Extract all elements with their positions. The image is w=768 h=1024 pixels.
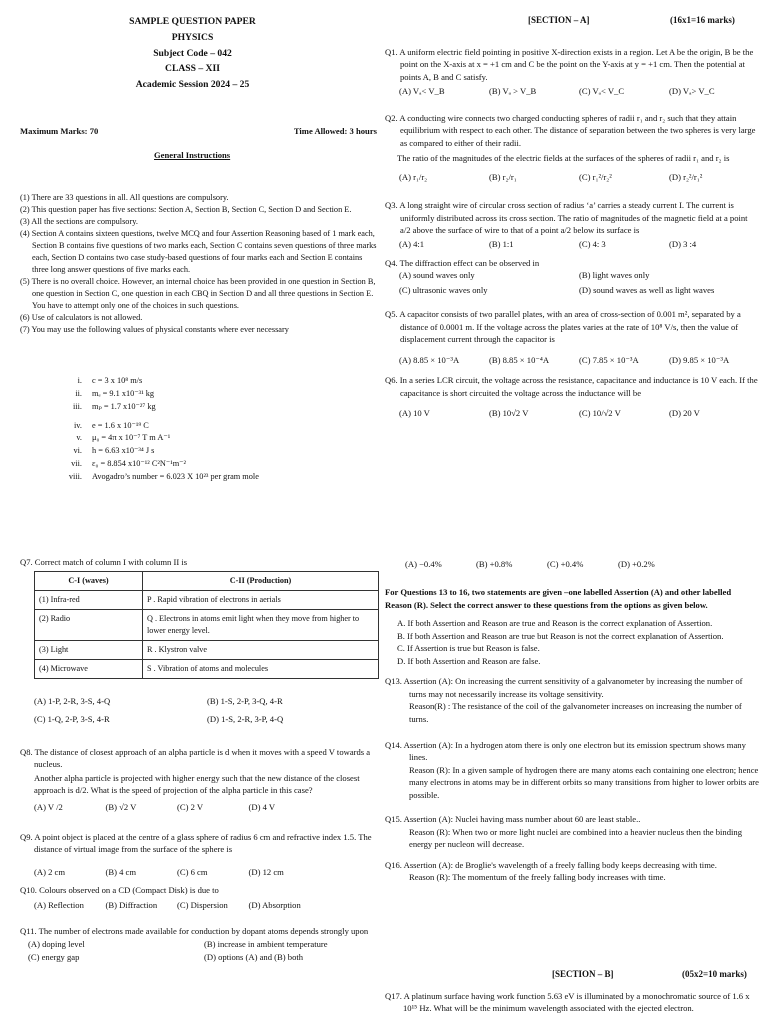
constant-row: iii. mₚ = 1.7 x10⁻²⁷ kg	[73, 401, 156, 411]
q17-text: Q17. A platinum surface having work function 5.63 eV is illuminated by a monochromatic source of 1.6 x 10¹⁵ Hz. What will be the minimum wavelength associated with the ejected electron.	[385, 991, 750, 1014]
option: (B) √2 V	[105, 801, 137, 812]
paper-class: CLASS – XII	[165, 63, 220, 75]
q5-text: Q5. A capacitor consists of two parallel plates, with an area of cross-section of 0.001 m², separated by a distance of 0.0001 m. If the voltage across the plates varies at the rate of 10⁸ V/s, then the value of displacement current through the capacitor is	[385, 309, 741, 345]
question-15	[385, 813, 759, 850]
option: (D) 9.85 × 10⁻³A	[669, 354, 730, 365]
instruction-3: (3) All the sections are compulsory.	[20, 217, 138, 227]
q7-text: Q7. Correct match of column I with column II is	[20, 557, 188, 567]
option: (C) 2 V	[177, 801, 204, 812]
option: (B) 10√2 V	[489, 407, 529, 418]
option: (C) 1-Q, 2-P, 3-S, 4-R	[34, 714, 110, 725]
table-row: (1) Infra-red P . Rapid vibration of electrons in aerials	[35, 591, 379, 610]
option: (D) Vₐ> V_C	[669, 86, 715, 97]
q8-text2: Another alpha particle is projected with higher energy such that the new distance of the closest approach is d/2. What is the speed of projection of the alpha particle in this case?	[34, 772, 360, 796]
ar-option: A. If both Assertion and Reason are true and Reason is the correct explanation of Assertion.	[397, 618, 713, 629]
question-8	[20, 746, 380, 813]
q7-match-table	[34, 571, 379, 678]
section-b-label: [SECTION – B]	[552, 969, 614, 979]
option: (D) +0.2%	[618, 559, 655, 569]
instruction-7: (7) You may use the following values of physical constants where ever necessary	[20, 325, 289, 335]
constant-row: vi. h = 6.63 x10⁻³⁴ J s	[73, 446, 155, 456]
option: (C) r₁²/r₂²	[579, 171, 612, 182]
option: (C) +0.4%	[547, 559, 584, 569]
q9-text: Q9. A point object is placed at the centre of a glass sphere of radius 6 cm and refractive index 1.5. The distance of virtual image from the surface of the sphere is	[20, 831, 372, 855]
option: (D) 4 V	[248, 801, 276, 812]
option: (C) 7.85 × 10⁻³A	[579, 354, 639, 365]
q10-options	[34, 899, 320, 911]
instruction-2: (2) This question paper has five sections: Section A, Section B, Section C, Section D and Section E.	[20, 205, 352, 215]
option: (B) 1:1	[489, 239, 514, 250]
option: (D) sound waves as well as light waves	[579, 284, 715, 295]
option: (B) +0.8%	[476, 559, 513, 569]
option: (A) doping level	[28, 938, 85, 949]
option: (A) 8.85 × 10⁻³A	[399, 354, 460, 365]
q15-assertion: Q15. Assertion (A): Nuclei having mass number about 60 are least stable..	[385, 814, 641, 825]
question-14	[385, 739, 759, 801]
q11-options	[28, 938, 380, 964]
question-10	[20, 884, 380, 911]
ar-option: C. If Assertion is true but Reason is false.	[397, 643, 540, 654]
constant-row: viii. Avogadro’s number = 6.023 X 10²³ per gram mole	[68, 472, 259, 482]
q1-text: Q1. A uniform electric field pointing in positive X-direction exists in a region. Let A be the origin, B be the point on the X-axis at x = +1 cm and C be the point on the Y-axis at y = +1 cm. Then the potential at points A, B and C satisfy.	[385, 47, 754, 82]
q11-text: Q11. The number of electrons made available for conduction by dopant atoms depends strongly upon	[20, 926, 369, 937]
option: (C) 4: 3	[579, 239, 606, 250]
option: (B) 8.85 × 10⁻⁴A	[489, 354, 550, 365]
q1-options	[399, 85, 759, 97]
paper-title: SAMPLE QUESTION PAPER	[129, 16, 256, 27]
question-16	[385, 859, 759, 884]
ar-option: D. If both Assertion and Reason are false.	[397, 655, 541, 666]
question-2	[385, 112, 759, 183]
q12-options	[405, 558, 689, 570]
option: (D) options (A) and (B) both	[204, 952, 304, 963]
option: (C) Dispersion	[177, 899, 228, 910]
q6-text: Q6. In a series LCR circuit, the voltage across the resistance, capacitance and inductance is 10 V each. If the capacitance is short circuited the voltage across the inductance will be	[385, 375, 758, 398]
question-1	[385, 46, 759, 98]
q13-reason: Reason(R) : The resistance of the coil of the galvanometer increases on increasing the number of turns.	[409, 701, 742, 724]
option: (B) light waves only	[579, 270, 650, 281]
option: (B) Diffraction	[105, 899, 158, 910]
ar-option: B. If both Assertion and Reason are true but Reason is not the correct explanation of Assertion.	[397, 630, 724, 641]
q4-options	[399, 269, 759, 296]
q9-options	[34, 866, 320, 878]
option: (A) r₁/r₂	[399, 171, 428, 182]
q16-assertion: Q16. Assertion (A): de Broglie's wavelength of a freely falling body keeps decreasing with time.	[385, 859, 717, 870]
option: (A) 1-P, 2-R, 3-S, 4-Q	[34, 695, 111, 706]
time-allowed: Time Allowed: 3 hours	[293, 126, 377, 136]
constant-row: iv. e = 1.6 x 10⁻¹⁹ C	[74, 420, 149, 430]
constants-list	[20, 375, 380, 484]
q13-assertion: Q13. Assertion (A): On increasing the current sensitivity of a galvanometer by increasing the number of turns may not necessarily increase its voltage sensitivity.	[385, 676, 743, 699]
instruction-5: (5) There is no overall choice. However, an internal choice has been provided in one question in Section B, one question in Section C, one question in each CBQ in Section D and all three questions in Section E. You have to attempt only one of the choices in such questions.	[20, 277, 376, 311]
option: (C) Vₐ< V_C	[579, 86, 625, 97]
option: (B) r₂/r₁	[489, 171, 517, 182]
instruction-6: (6) Use of calculators is not allowed.	[20, 313, 143, 323]
q10-text: Q10. Colours observed on a CD (Compact Disk) is due to	[20, 885, 219, 896]
question-11	[20, 925, 380, 963]
option: (C) 6 cm	[177, 866, 208, 877]
constant-row: vii. ε₀ = 8.854 x10⁻¹² C²N⁻¹m⁻²	[71, 459, 187, 469]
q5-options	[399, 354, 759, 366]
option: (C) 10/√2 V	[579, 407, 621, 418]
option: (D) 12 cm	[248, 866, 284, 877]
paper-subject: PHYSICS	[171, 31, 214, 43]
constant-row: i. c = 3 x 10⁸ m/s	[77, 376, 143, 385]
question-6	[385, 374, 759, 419]
general-instructions	[20, 192, 380, 336]
option: (C) ultrasonic waves only	[399, 284, 488, 295]
question-4	[385, 257, 759, 296]
option: (A) 2 cm	[34, 866, 66, 877]
option: (B) Vₐ > V_B	[489, 86, 537, 97]
question-9	[20, 831, 380, 878]
q8-options	[34, 801, 320, 813]
option: (D) 1-S, 2-R, 3-P, 4-Q	[207, 714, 284, 725]
table-row: (4) Microwave S . Vibration of atoms and molecules	[35, 659, 379, 678]
question-13	[385, 675, 759, 725]
question-3	[385, 199, 759, 251]
constant-row: v. μ₀ = 4π x 10⁻⁷ T m A⁻¹	[76, 433, 171, 443]
ar-intro: For Questions 13 to 16, two statements are given –one labelled Assertion (A) and other labelled Reason (R). Select the correct answer to these questions from the options as given below.	[385, 587, 732, 610]
right-top-column	[385, 46, 759, 425]
section-b-marks: (05x2=10 marks)	[682, 969, 747, 979]
marks-time-row	[20, 125, 377, 137]
table-header: C-I (waves)	[35, 572, 143, 591]
table-row: (2) Radio Q . Electrons in atoms emit light when they move from higher to lower energy level.	[35, 610, 379, 641]
q3-options	[399, 238, 759, 250]
q3-text: Q3. A long straight wire of circular cross section of radius ‘a’ carries a steady current I. The current is uniformly distributed across its cross section. The ratio of magnitudes of the magnetic field at a point a/2 above the surface of wire to that of a point a/2 below its surface is	[385, 200, 748, 235]
table-header: C-II (Production)	[143, 572, 379, 591]
q15-reason: Reason (R): When two or more light nuclei are combined into a heavier nucleus then the binding energy per nucleon will decrease.	[409, 826, 742, 850]
ar-options	[397, 617, 759, 667]
q7-options	[34, 695, 380, 726]
paper-header	[20, 14, 365, 93]
q14-reason: Reason (R): In a given sample of hydrogen there are many atoms each containing one electron; hence many electrons in atoms may be in different orbits so many transitions from higher to lower orbits are possible.	[409, 764, 759, 800]
option: (A) 10 V	[399, 407, 430, 418]
option: (A) sound waves only	[399, 270, 475, 281]
q16-reason: Reason (R): The momentum of the freely falling body increases with time.	[409, 872, 666, 883]
option: (A) −0.4%	[405, 559, 442, 569]
q2-text: Q2. A conducting wire connects two charged conducting spheres of radii r₁ and r₂ such that they attain equilibrium with respect to each other. The distance of separation between the two spheres is very large as compared to either of their radii.	[385, 112, 756, 148]
paper-code: Subject Code – 042	[153, 47, 232, 59]
q4-text: Q4. The diffraction effect can be observed in	[385, 257, 540, 268]
max-marks: Maximum Marks: 70	[20, 126, 99, 136]
q2-options	[399, 171, 759, 183]
right-bottom-column	[385, 556, 759, 890]
option: (D) r₂²/r₁²	[669, 171, 703, 182]
option: (A) Reflection	[34, 899, 84, 910]
paper-session: Academic Session 2024 – 25	[135, 79, 250, 91]
option: (B) increase in ambient temperature	[204, 938, 328, 949]
option: (B) 1-S, 2-P, 3-Q, 4-R	[207, 695, 283, 706]
q2-text2: The ratio of the magnitudes of the electric fields at the surfaces of the spheres of radii r₁ and r₂ is	[397, 153, 730, 164]
option: (A) 4:1	[399, 239, 425, 250]
instruction-4: (4) Section A contains sixteen questions, twelve MCQ and four Assertion Reasoning based of 1 mark each, Section B contains five questions of two marks each, Section C contains seven questions of three marks each, Section D contains two case study-based questions of four marks each and Section E contains three long answer questions of five marks each.	[20, 229, 377, 275]
option: (D) Absorption	[248, 899, 301, 910]
section-a-label: [SECTION – A]	[528, 15, 590, 25]
q8-text: Q8. The distance of closest approach of an alpha particle is d when it moves with a speed V towards a nucleus.	[20, 746, 371, 770]
section-a-marks: (16x1=16 marks)	[670, 15, 735, 25]
q6-options	[399, 407, 759, 419]
option: (A) V /2	[34, 801, 63, 812]
q14-assertion: Q14. Assertion (A): In a hydrogen atom there is only one electron but its emission spectrum shows many lines.	[385, 739, 746, 763]
instruction-1: (1) There are 33 questions in all. All questions are compulsory.	[20, 193, 229, 202]
option: (B) 4 cm	[105, 866, 137, 877]
table-row: (3) Light R . Klystron valve	[35, 641, 379, 660]
option: (D) 20 V	[669, 407, 700, 418]
question-5	[385, 308, 759, 366]
option: (D) 3 :4	[669, 239, 697, 250]
option: (C) energy gap	[28, 952, 80, 963]
question-17	[385, 990, 759, 1015]
gi-title: General Instructions	[154, 150, 231, 160]
constant-row: ii. mₑ = 9.1 x10⁻³¹ kg	[75, 388, 155, 398]
left-bottom-column	[20, 556, 380, 970]
option: (A) Vₐ< V_B	[399, 86, 445, 97]
